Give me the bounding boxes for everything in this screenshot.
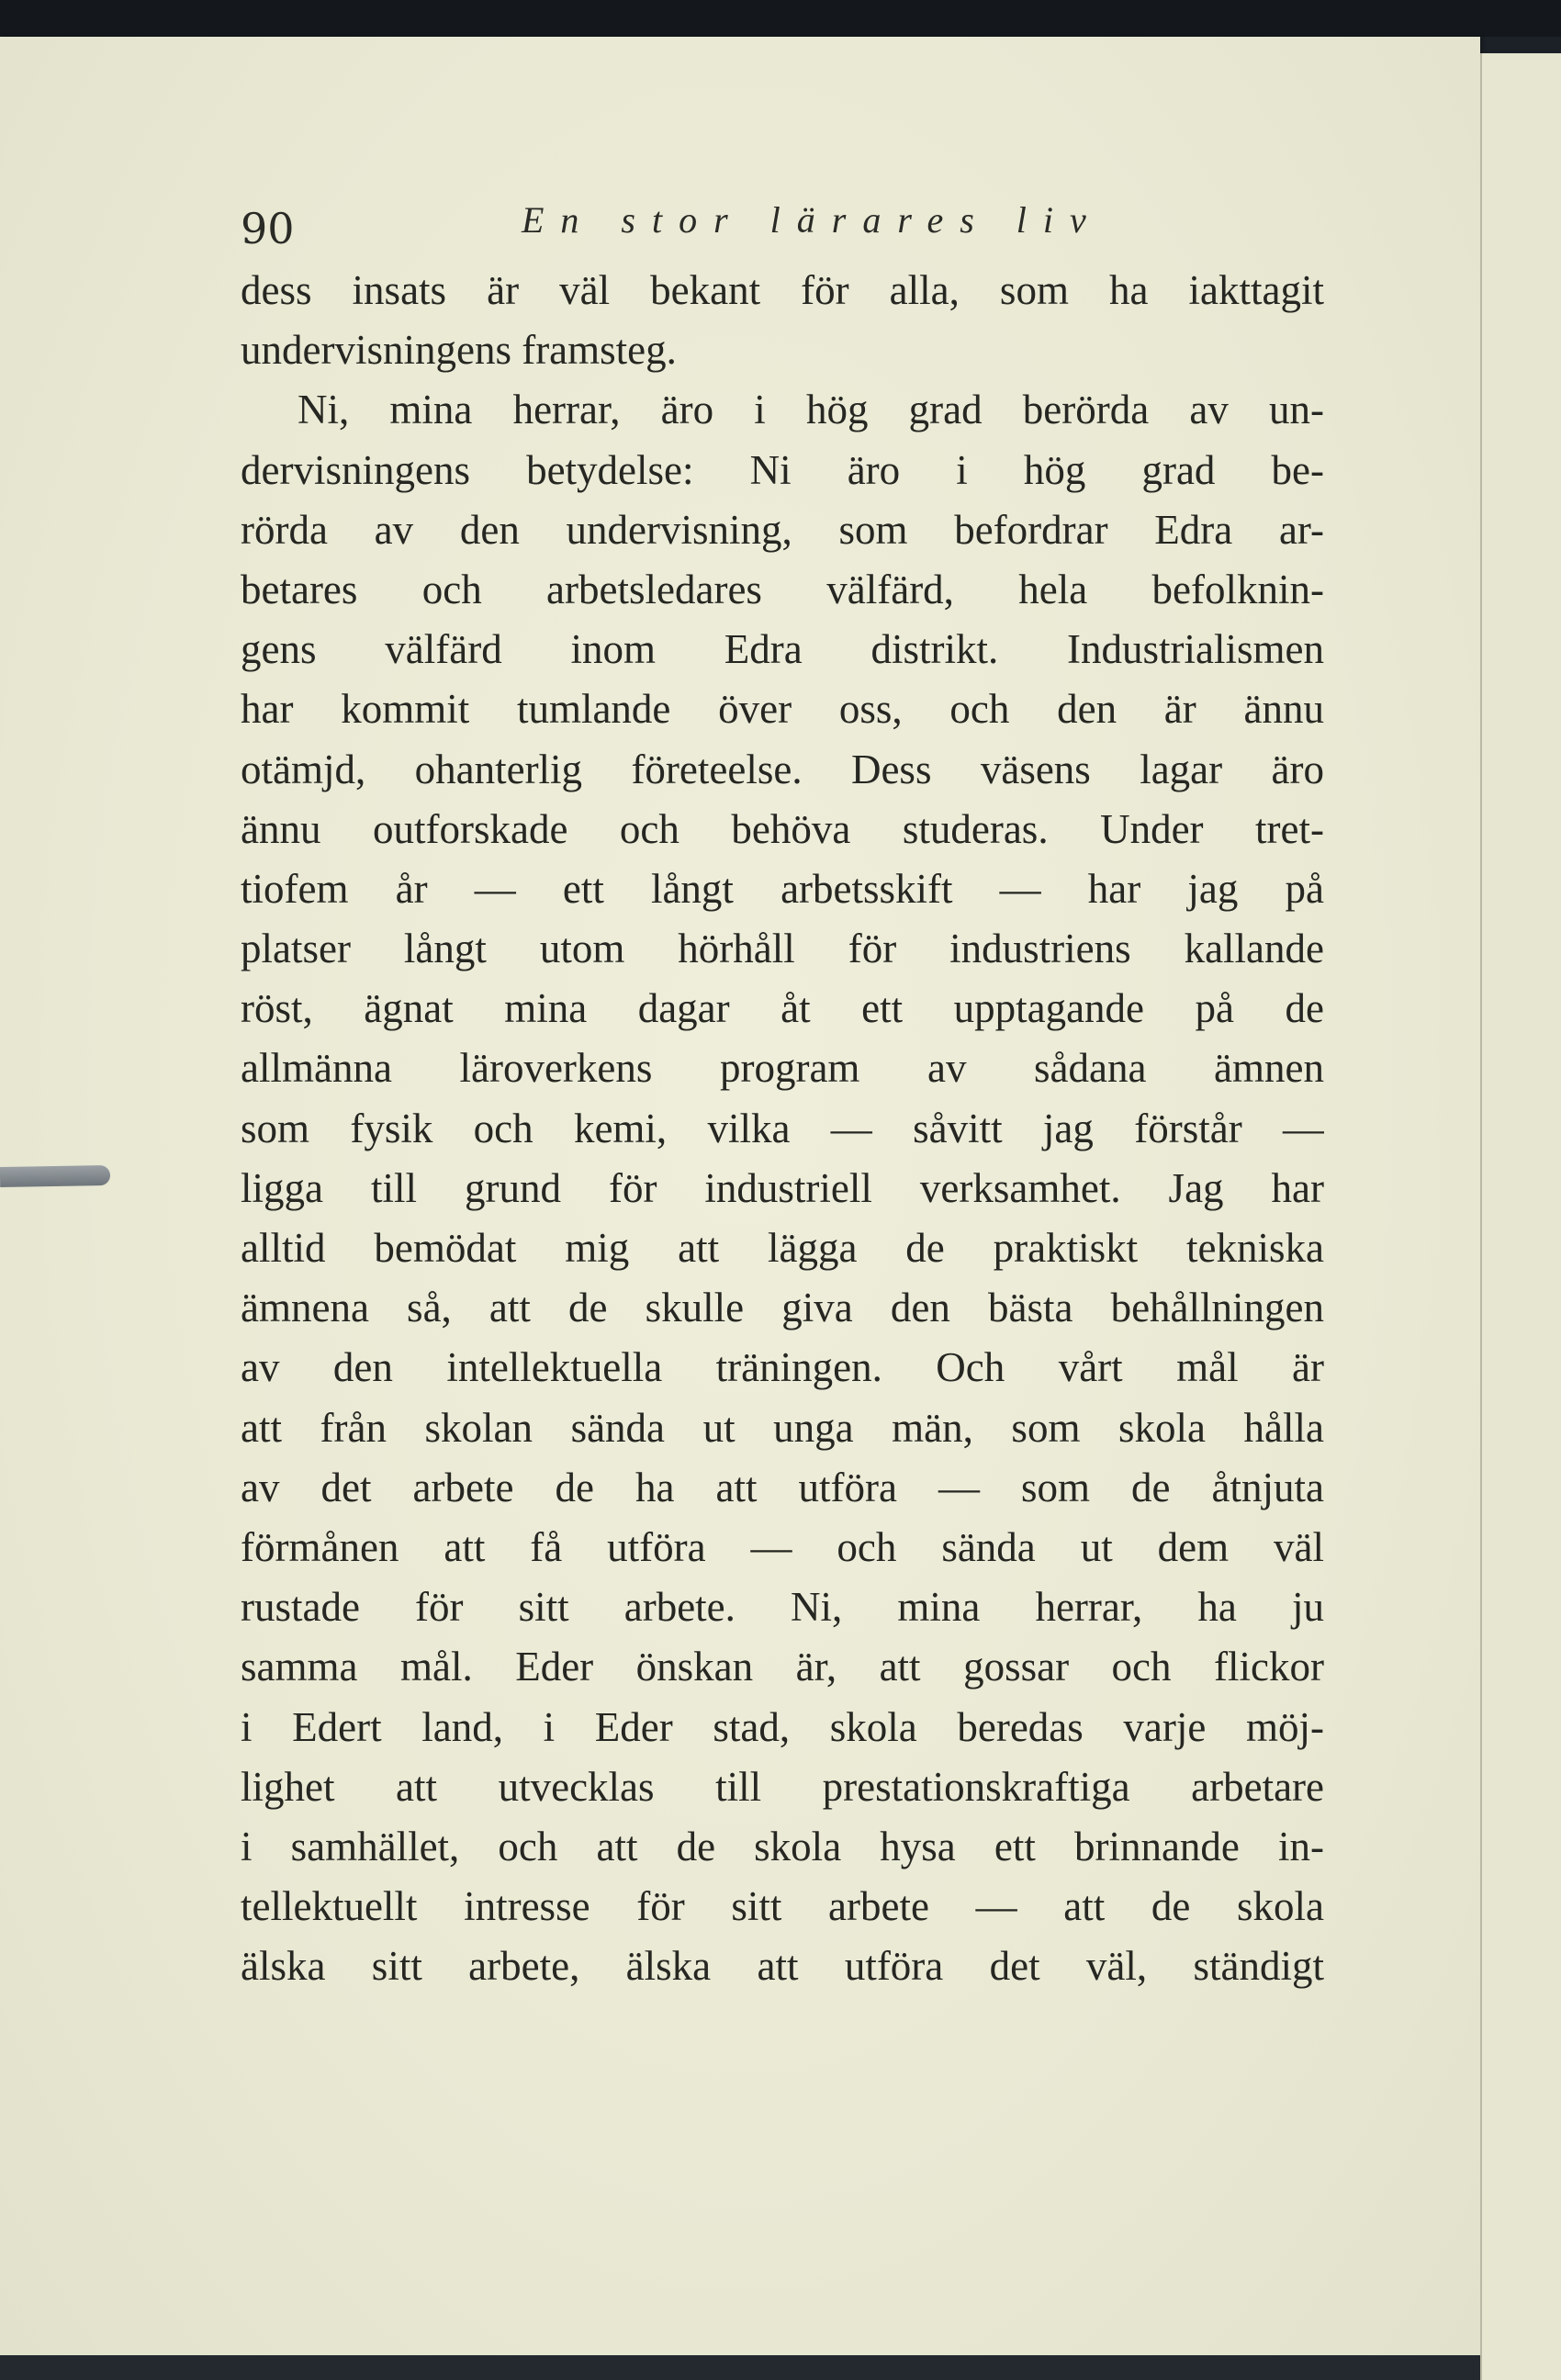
text-line: Ni, mina herrar, äro i hög grad berörda av un- xyxy=(298,387,1324,433)
text-line: rörda av den undervisning, som befordrar Edra ar- xyxy=(241,506,1324,553)
text-line: betares och arbetsledares välfärd, hela befolknin- xyxy=(241,566,1324,612)
text-line: av det arbete de ha att utföra — som de åtnjuta xyxy=(241,1464,1324,1510)
text-line: i Edert land, i Eder stad, skola beredas varje möj- xyxy=(241,1703,1324,1750)
text-line: ämnena så, att de skulle giva den bästa behållningen xyxy=(241,1285,1324,1331)
scan-bottom-border xyxy=(0,2355,1480,2380)
text-line: dess insats är väl bekant för alla, som ha iakttagit xyxy=(241,267,1324,313)
text-line: otämjd, ohanterlig företeelse. Dess väsens lagar äro xyxy=(241,746,1324,792)
text-line: har kommit tumlande över oss, och den är ännu xyxy=(241,686,1324,733)
text-line: samma mål. Eder önskan är, att gossar och flickor xyxy=(241,1644,1324,1690)
text-line: tiofem år — ett långt arbetsskift — har jag på xyxy=(241,865,1324,912)
text-line: att från skolan sända ut unga män, som skola hålla xyxy=(241,1404,1324,1451)
text-line: rustade för sitt arbete. Ni, mina herrar, ha ju xyxy=(241,1584,1324,1631)
text-line: förmånen att få utföra — och sända ut dem väl xyxy=(241,1523,1324,1570)
running-title: En stor lärares liv xyxy=(522,199,1103,241)
running-head xyxy=(241,191,1324,253)
adjacent-page-edge xyxy=(1480,53,1561,2380)
text-line: röst, ägnat mina dagar åt ett upptagande på de xyxy=(241,985,1324,1032)
text-line: gens välfärd inom Edra distrikt. Industrialismen xyxy=(241,626,1324,673)
text-line: allmänna läroverkens program av sådana ämnen xyxy=(241,1045,1324,1092)
body-text xyxy=(241,261,1324,1996)
text-line: ligga till grund för industriell verksamhet. Jag har xyxy=(241,1164,1324,1211)
text-line: av den intellektuella träningen. Och vårt mål är xyxy=(241,1344,1324,1391)
text-line: i samhället, och att de skola hysa ett brinnande in- xyxy=(241,1823,1324,1869)
text-line: dervisningens betydelse: Ni äro i hög grad be- xyxy=(241,446,1324,493)
page-number: 90 xyxy=(241,204,295,253)
text-line: undervisningens framsteg. xyxy=(241,327,677,374)
scan-top-border xyxy=(0,0,1561,37)
text-line: som fysik och kemi, vilka — såvitt jag förstår — xyxy=(241,1105,1324,1151)
bookmark-tab xyxy=(0,1165,110,1187)
text-line: ännu outforskade och behöva studeras. Under tret- xyxy=(241,805,1324,852)
text-line: platser långt utom hörhåll för industriens kallande xyxy=(241,926,1324,972)
text-line: tellektuellt intresse för sitt arbete — att de skola xyxy=(241,1883,1324,1930)
text-line: lighet att utvecklas till prestationskraftiga arbetare xyxy=(241,1763,1324,1810)
text-line: älska sitt arbete, älska att utföra det väl, ständigt xyxy=(241,1943,1324,1990)
text-line: alltid bemödat mig att lägga de praktiskt tekniska xyxy=(241,1225,1324,1271)
